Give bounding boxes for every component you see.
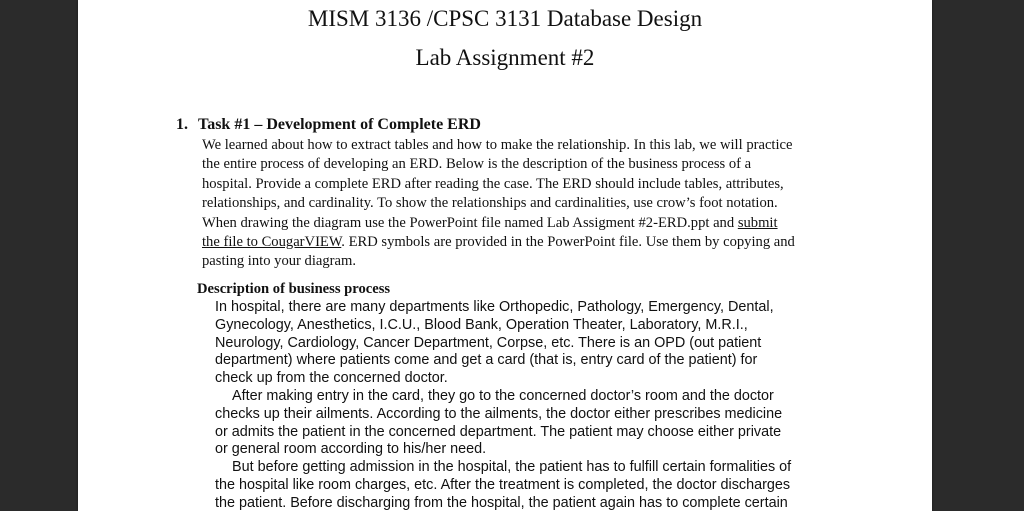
- document-subtitle: Lab Assignment #2: [415, 45, 595, 70]
- task-heading: [176, 116, 481, 134]
- description-line: In hospital, there are many departments like Orthopedic, Pathology, Emergency, Dental,: [215, 299, 774, 315]
- task-line: [202, 233, 882, 252]
- task-line: hospital. Provide a complete ERD after reading the case. The ERD should include tables, attributes,: [202, 175, 784, 192]
- description-line: check up from the concerned doctor.: [215, 370, 448, 387]
- submit-link-text: submit: [737, 214, 778, 231]
- description-line: But before getting admission in the hospital, the patient has to fulfill certain formalities of: [232, 459, 792, 476]
- task-line: the entire process of developing an ERD. Below is the description of the business process of a: [202, 156, 752, 173]
- task-line-text: . ERD symbols are provided in the PowerPoint file. Use them by copying and: [341, 233, 795, 250]
- description-line: or admits the patient in the concerned department. The patient may choose either private: [215, 423, 782, 440]
- description-line: the patient. Before discharging from the hospital, the patient again has to complete certain: [215, 494, 788, 511]
- description-heading: Description of business process: [197, 281, 391, 297]
- description-line: or general room according to his/her need.: [215, 441, 487, 458]
- task-line: We learned about how to extract tables and how to make the relationship. In this lab, we will practice: [202, 137, 793, 153]
- task-paragraph: [202, 136, 882, 272]
- cougarview-link-text: the file to CougarVIEW: [202, 233, 342, 250]
- description-line: checks up their ailments. According to the ailments, the doctor either prescribes medicine: [215, 405, 783, 422]
- description-body: [215, 299, 905, 511]
- description-line: the hospital like room charges, etc. After the treatment is completed, the doctor discharges: [215, 476, 791, 493]
- description-line: After making entry in the card, they go to the concerned doctor’s room and the doctor: [232, 387, 774, 404]
- description-line: department) where patients come and get a card (that is, entry card of the patient) for: [215, 352, 758, 369]
- task-line-text: When drawing the diagram use the PowerPoint file named Lab Assigment #2-ERD.ppt and: [202, 214, 738, 231]
- document-page: [78, 0, 932, 511]
- task-heading-text: Task #1 – Development of Complete ERD: [198, 116, 481, 133]
- document-title: MISM 3136 /CPSC 3131 Database Design: [307, 6, 703, 31]
- task-line: [202, 214, 882, 233]
- description-line: Neurology, Cardiology, Cancer Department, Corpse, etc. There is an OPD (out patient: [215, 334, 762, 351]
- task-number: 1.: [176, 116, 188, 133]
- description-line: Gynecology, Anesthetics, I.C.U., Blood Bank, Operation Theater, Laboratory, M.R.I.,: [215, 316, 748, 333]
- task-line: pasting into your diagram.: [202, 253, 357, 270]
- task-line: relationships, and cardinality. To show the relationships and cardinalities, use crow’s foot notation.: [202, 195, 778, 212]
